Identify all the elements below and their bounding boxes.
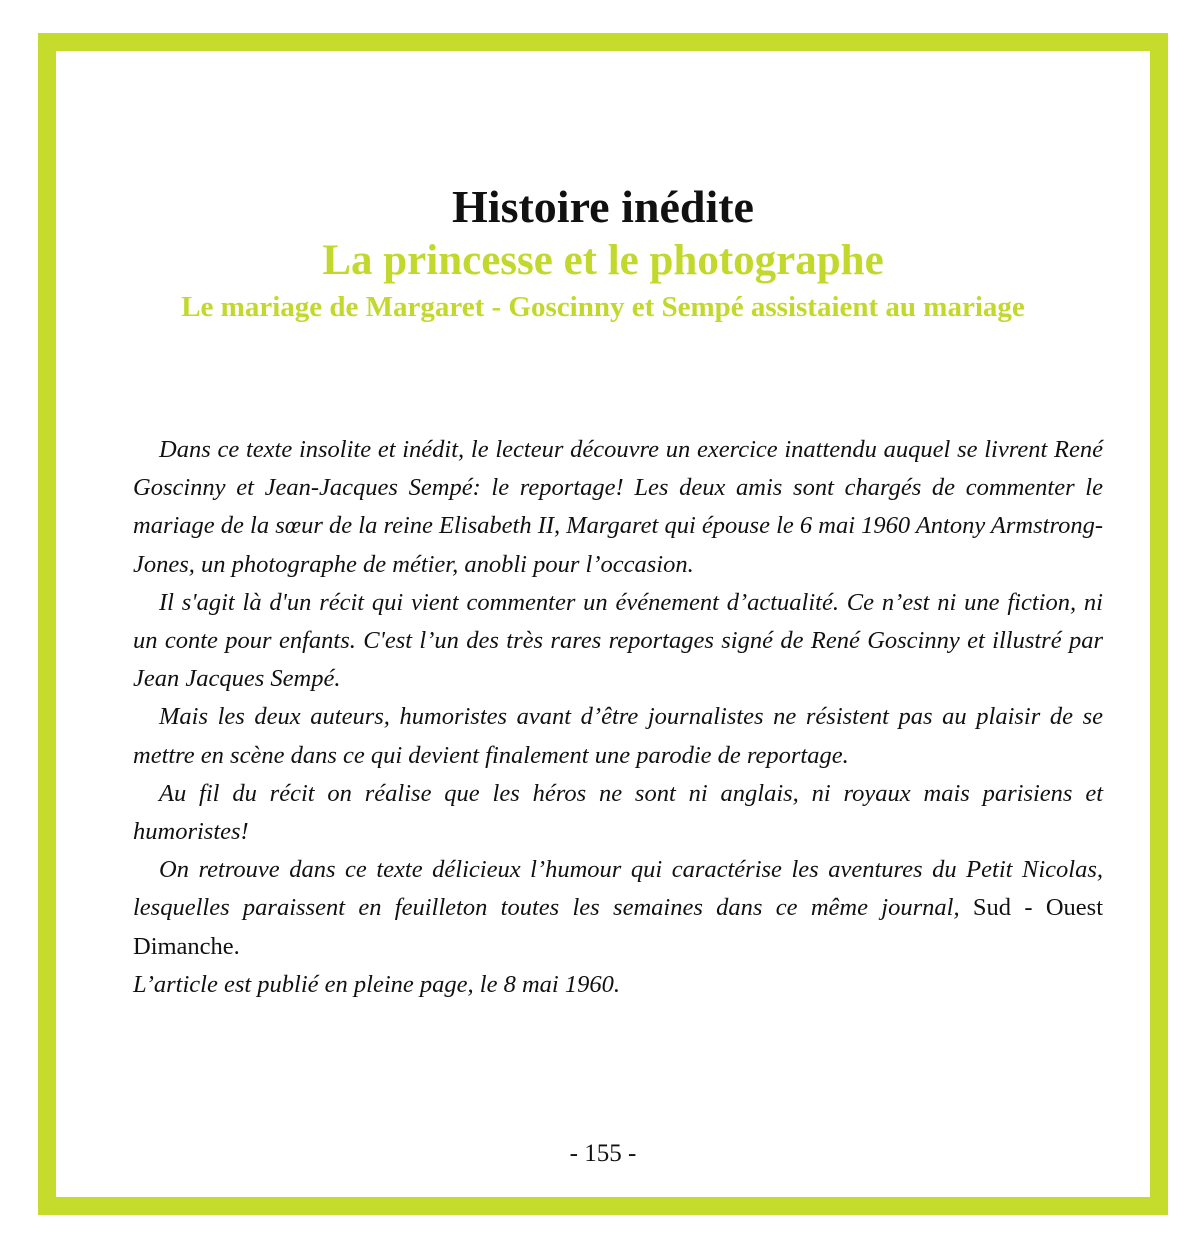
paragraph-5-text: On retrouve dans ce texte délicieux l’humour qui caractérise les aventures du Petit Nicolas, lesquelles paraissent en feuilleton toutes les semaines dans ce même journal, — [133, 856, 1103, 922]
paragraph-5 — [133, 851, 1103, 966]
header — [56, 179, 1150, 327]
page-title: Histoire inédite — [452, 181, 754, 232]
page-subtitle: La princesse et le photographe — [322, 237, 884, 284]
article-body — [133, 431, 1103, 1004]
paragraph-6: L’article est publié en pleine page, le 8 mai 1960. — [133, 970, 620, 998]
paragraph-1: Dans ce texte insolite et inédit, le lecteur découvre un exercice inattendu auquel se livrent René Goscinny et Jean-Jacques Sempé: le reportage! Les deux amis sont chargés de commenter le mariage de la sœur de la reine Elisabeth II, Margaret qui épouse le 6 mai 1960 Antony Armstrong-Jones, un photographe de métier, anobli pour l’occasion. — [133, 436, 1103, 578]
page-frame — [38, 33, 1168, 1215]
paragraph-4: Au fil du récit on réalise que les héros ne sont ni anglais, ni royaux mais parisiens et humoristes! — [133, 779, 1103, 846]
paragraph-3: Mais les deux auteurs, humoristes avant d’être journalistes ne résistent pas au plaisir de se mettre en scène dans ce qui devient finalement une parodie de reportage. — [133, 703, 1103, 769]
newspaper-name: Sud - Ouest Dimanche. — [133, 894, 1104, 960]
page-number: - 155 - — [569, 1140, 637, 1167]
page-tagline: Le mariage de Margaret - Goscinny et Sempé assistaient au mariage — [181, 291, 1025, 323]
paragraph-2: Il s'agit là d'un récit qui vient commenter un événement d’actualité. Ce n’est ni une fiction, ni un conte pour enfants. C'est l’un des très rares reportages signé de René Goscinny et illustré par Jean Jacques Sempé. — [133, 588, 1103, 693]
